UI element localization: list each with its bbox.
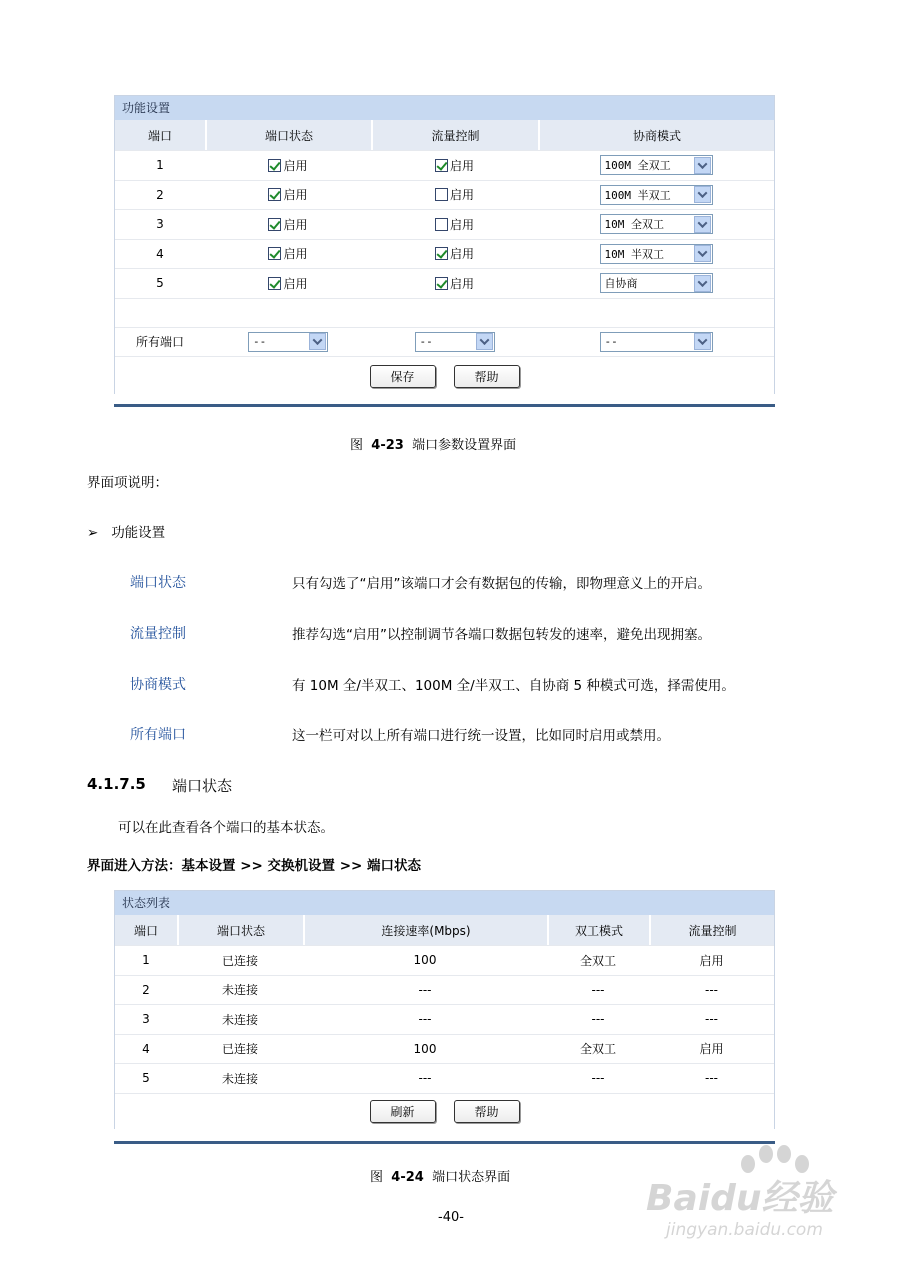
table-row [115,150,774,180]
col-flow-control: 流量控制 [371,120,538,150]
all-ports-label: 所有端口 [135,335,184,350]
table-row [115,975,774,1005]
flow-control-checkbox[interactable]: 启用 [435,157,474,174]
table-row [115,180,774,210]
section-number: 4.1.7.5 [87,775,146,793]
chevron-down-icon [694,157,711,174]
intro-text: 界面项说明： [87,475,168,491]
all-ports-row [115,327,774,357]
col-port: 端口 [133,923,158,938]
checkbox-icon [435,159,448,172]
port-number-cell: 5 [142,1071,150,1086]
col-link-speed: 连接速率(Mbps) [303,915,547,945]
table-row [115,945,774,975]
table-row [115,1034,774,1064]
section-intro: 可以在此查看各个端口的基本状态。 [118,820,334,836]
col-port-state: 端口状态 [205,120,371,150]
table-row [115,1004,774,1034]
table-row [115,1063,774,1093]
link-speed-cell: --- [418,1071,432,1086]
checkbox-icon [268,277,281,290]
duplex-mode-cell: --- [591,1012,605,1027]
negotiation-mode-select[interactable]: 100M 半双工 [600,185,713,205]
port-number: 3 [156,217,164,232]
port-state-cell: 已连接 [221,953,258,968]
help-button[interactable]: 帮助 [454,365,520,388]
col-port: 端口 [147,128,172,143]
flow-control-cell: --- [705,1071,718,1086]
all-ports-state-select[interactable]: -- [248,332,328,352]
port-settings-panel [114,95,775,394]
checkbox-icon [435,247,448,260]
port-number: 1 [156,158,164,173]
page-number: -40- [438,1210,464,1225]
negotiation-mode-select[interactable]: 100M 全双工 [600,155,713,175]
link-speed-cell: 100 [413,1041,437,1056]
all-ports-mode-select[interactable]: -- [600,332,713,352]
flow-control-checkbox[interactable]: 启用 [435,275,474,292]
desc-negotiation-mode: 有 10M 全/半双工、100M 全/半双工、自协商 5 种模式可选，择需使用。 [292,678,735,694]
port-number-cell: 1 [142,953,150,968]
checkbox-icon [435,188,448,201]
refresh-button[interactable]: 刷新 [370,1100,436,1123]
negotiation-mode-select[interactable]: 10M 半双工 [600,244,713,264]
figure-caption: 图 4-24 端口状态界面 [370,1170,511,1185]
port-number-cell: 4 [142,1041,150,1056]
save-button[interactable]: 保存 [370,365,436,388]
port-number-cell: 3 [142,1012,150,1027]
negotiation-mode-select[interactable]: 自协商 [600,273,713,293]
table-row [115,239,774,269]
flow-control-cell: 启用 [699,953,724,968]
bullet-heading: ➢ 功能设置 [87,525,166,541]
port-number: 2 [156,187,164,202]
chevron-down-icon [476,333,493,350]
checkbox-icon [268,188,281,201]
port-state-checkbox[interactable]: 启用 [268,216,307,233]
col-negotiation-mode: 协商模式 [538,120,774,150]
port-state-cell: 已连接 [221,1042,258,1057]
nav-path: 界面进入方法：基本设置 >> 交换机设置 >> 端口状态 [87,858,422,874]
duplex-mode-cell: 全双工 [579,953,616,968]
chevron-down-icon [309,333,326,350]
watermark-url: jingyan.baidu.com [666,1220,823,1240]
duplex-mode-cell: 全双工 [579,1042,616,1057]
table-row [115,209,774,239]
port-state-cell: 未连接 [221,1012,258,1027]
port-state-checkbox[interactable]: 启用 [268,245,307,262]
link-speed-cell: --- [418,1012,432,1027]
table-header [115,915,774,945]
flow-control-checkbox[interactable]: 启用 [435,245,474,262]
spacer-row [115,298,774,327]
term-all-ports: 所有端口 [130,727,186,743]
negotiation-mode-select[interactable]: 10M 全双工 [600,214,713,234]
chevron-down-icon [694,216,711,233]
flow-control-checkbox[interactable]: 启用 [435,186,474,203]
col-port-state: 端口状态 [177,915,303,945]
col-flow-control: 流量控制 [649,915,774,945]
help-button[interactable]: 帮助 [454,1100,520,1123]
port-number-cell: 2 [142,982,150,997]
port-state-checkbox[interactable]: 启用 [268,186,307,203]
desc-port-state: 只有勾选了“启用”该端口才会有数据包的传输，即物理意义上的开启。 [292,576,711,592]
duplex-mode-cell: --- [591,1071,605,1086]
figure-caption: 图 4-23 端口参数设置界面 [350,438,517,453]
term-negotiation-mode: 协商模式 [130,677,186,693]
flow-control-checkbox[interactable]: 启用 [435,216,474,233]
table-row [115,268,774,298]
checkbox-icon [268,247,281,260]
checkbox-icon [435,218,448,231]
checkbox-icon [268,218,281,231]
bullet-arrow-icon: ➢ [87,525,99,541]
term-flow-control: 流量控制 [130,626,186,642]
chevron-down-icon [694,275,711,292]
port-state-cell: 未连接 [221,1071,258,1086]
baidu-watermark [646,1140,896,1240]
chevron-down-icon [694,186,711,203]
port-state-checkbox[interactable]: 启用 [268,157,307,174]
divider [114,404,775,407]
link-speed-cell: 100 [413,953,437,968]
desc-all-ports: 这一栏可对以上所有端口进行统一设置，比如同时启用或禁用。 [292,728,670,744]
panel-title: 状态列表 [115,891,774,915]
checkbox-icon [268,159,281,172]
section-title: 端口状态 [172,777,233,795]
col-duplex-mode: 双工模式 [547,915,649,945]
table-header [115,120,774,150]
port-state-cell: 未连接 [221,983,258,998]
desc-flow-control: 推荐勾选“启用”以控制调节各端口数据包转发的速率，避免出现拥塞。 [292,627,711,643]
checkbox-icon [435,277,448,290]
status-list-panel [114,890,775,1129]
term-port-state: 端口状态 [130,575,186,591]
flow-control-cell: 启用 [699,1042,724,1057]
port-state-checkbox[interactable]: 启用 [268,275,307,292]
port-number: 5 [156,276,164,291]
panel-title: 功能设置 [115,96,774,120]
all-ports-flow-select[interactable]: -- [415,332,495,352]
flow-control-cell: --- [705,1012,718,1027]
duplex-mode-cell: --- [591,982,605,997]
link-speed-cell: --- [418,982,432,997]
chevron-down-icon [694,245,711,262]
chevron-down-icon [694,333,711,350]
watermark-brand: Baidu经验 [646,1178,834,1219]
port-number: 4 [156,246,164,261]
flow-control-cell: --- [705,982,718,997]
